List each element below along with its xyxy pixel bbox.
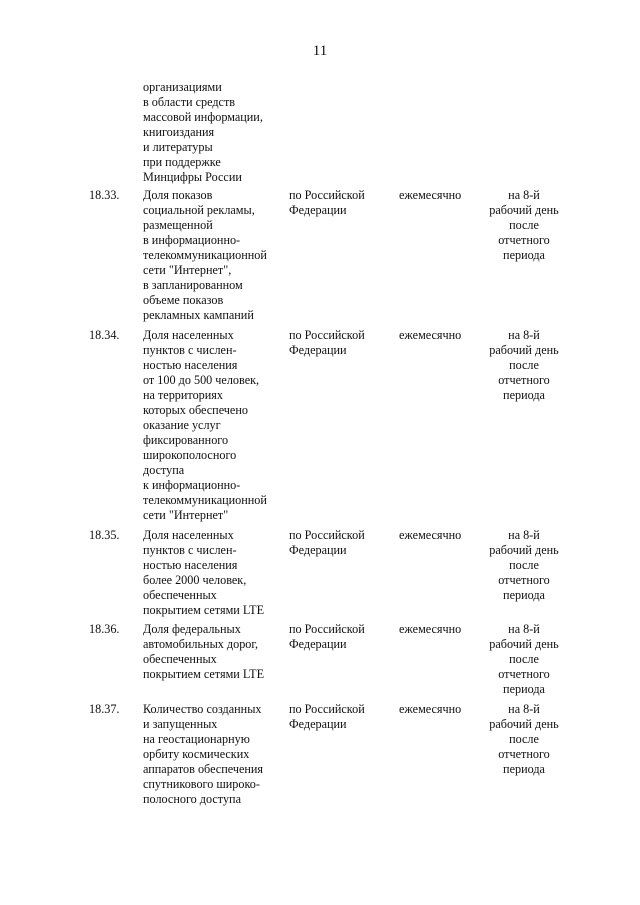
periodicity: ежемесячно — [399, 622, 462, 636]
indicator-name: Доля показов социальной рекламы, размещенной в информационно- телекоммуникационной сети "Интернет", в запланированном объеме показов рекламных кампаний — [143, 188, 267, 322]
territory: по Российской Федерации — [289, 528, 365, 557]
row-number: 18.34. — [89, 328, 120, 342]
deadline: на 8-й рабочий день после отчетного периода — [489, 328, 559, 402]
indicator-name: Количество созданных и запущенных на геостационарную орбиту космических аппаратов обеспечения спутникового широко- полосного доступа — [143, 702, 264, 806]
row-number: 18.33. — [89, 188, 120, 202]
row-number: 18.35. — [89, 528, 120, 542]
territory: по Российской Федерации — [289, 328, 365, 357]
territory: по Российской Федерации — [289, 188, 365, 217]
deadline: на 8-й рабочий день после отчетного периода — [489, 702, 559, 776]
periodicity: ежемесячно — [399, 702, 462, 716]
page-number: 11 — [312, 43, 328, 59]
deadline: на 8-й рабочий день после отчетного периода — [489, 188, 559, 262]
territory: по Российской Федерации — [289, 622, 365, 651]
territory: по Российской Федерации — [289, 702, 365, 731]
periodicity: ежемесячно — [399, 528, 462, 542]
indicator-name: Доля населенных пунктов с числен- ностью населения от 100 до 500 человек, на территориях которых обеспечено оказание услуг фиксированного широкополосного доступа к информационно- телекоммуникационной сети "Интернет" — [143, 328, 267, 522]
periodicity: ежемесячно — [399, 188, 462, 202]
row-number: 18.36. — [89, 622, 120, 636]
indicator-name: Доля населенных пунктов с числен- ностью населения более 2000 человек, обеспеченных покрытием сетями LTE — [143, 528, 265, 617]
periodicity: ежемесячно — [399, 328, 462, 342]
deadline: на 8-й рабочий день после отчетного периода — [489, 622, 559, 696]
deadline: на 8-й рабочий день после отчетного периода — [489, 528, 559, 602]
indicator-name: Доля федеральных автомобильных дорог, обеспеченных покрытием сетями LTE — [143, 622, 265, 681]
continued-indicator-text: организациями в области средств массовой информации, книгоиздания и литературы при поддержке Минцифры России — [143, 80, 263, 184]
row-number: 18.37. — [89, 702, 120, 716]
